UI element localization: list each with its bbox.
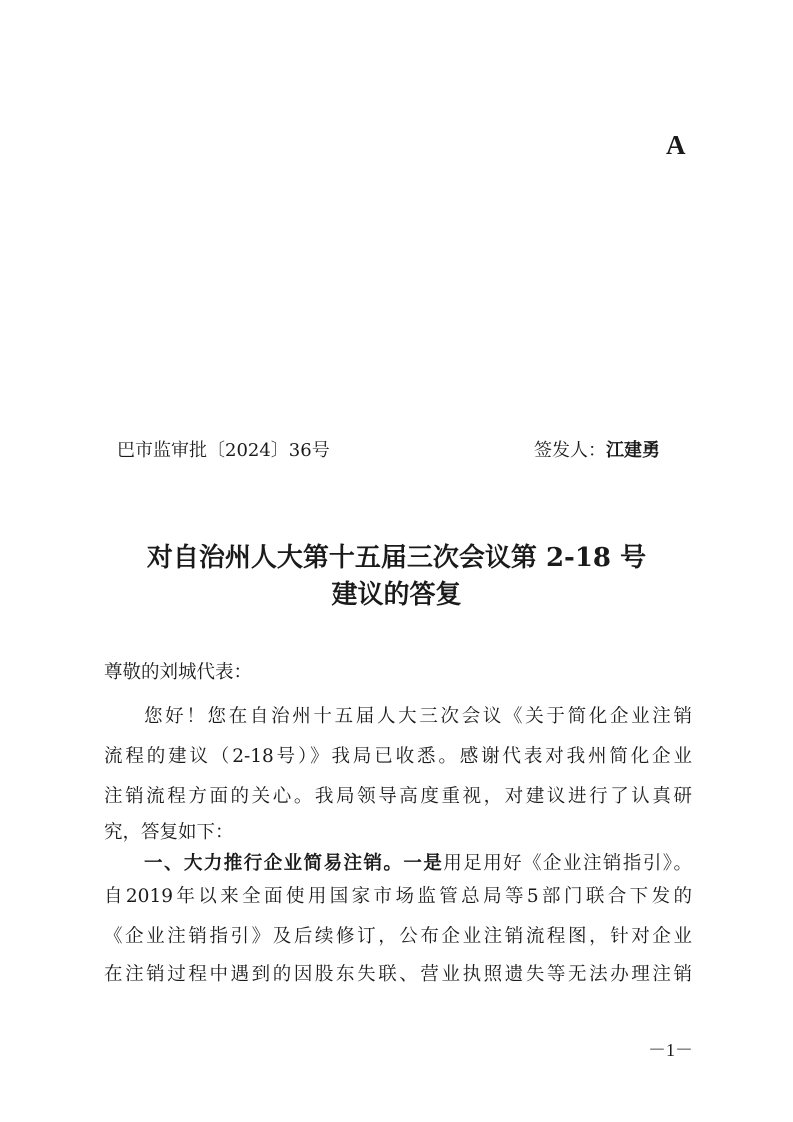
body-line: 《企业注销指引》及后续修订，公布企业注销流程图，针对企业 (104, 926, 692, 947)
section-1-line (104, 851, 692, 877)
body-line: 究，答复如下： (104, 822, 234, 843)
page-number: －1－ (648, 1040, 693, 1060)
section-1-text: 用足用好《企业注销指引》。 (443, 853, 692, 874)
document-title-line-1: 对自治州人大第十五届三次会议第 2-18 号 (146, 543, 647, 573)
body-line: 流程的建议（2-18号）》我局已收悉。感谢代表对我州简化企业 (104, 746, 692, 767)
signer-name: 江建勇 (606, 440, 660, 461)
security-grade-mark: A (666, 130, 686, 160)
document-title-line-2: 建议的答复 (331, 580, 462, 610)
document-number: 巴市监审批〔2024〕36号 (117, 440, 330, 461)
body-line: 自2019年以来全面使用国家市场监管总局等5部门联合下发的 (104, 886, 692, 907)
body-line: 注销流程方面的关心。我局领导高度重视，对建议进行了认真研 (104, 786, 692, 807)
section-1-subpoint: 一是 (403, 853, 444, 874)
body-line: 在注销过程中遇到的因股东失联、营业执照遗失等无法办理注销 (104, 964, 692, 985)
body-line: 您好！您在自治州十五届人大三次会议《关于简化企业注销 (144, 706, 692, 727)
section-1-heading: 一、大力推行企业简易注销。 (144, 853, 404, 874)
signer-label: 签发人： (534, 440, 606, 461)
signer-line (534, 438, 660, 464)
salutation: 尊敬的刘城代表： (104, 662, 253, 683)
